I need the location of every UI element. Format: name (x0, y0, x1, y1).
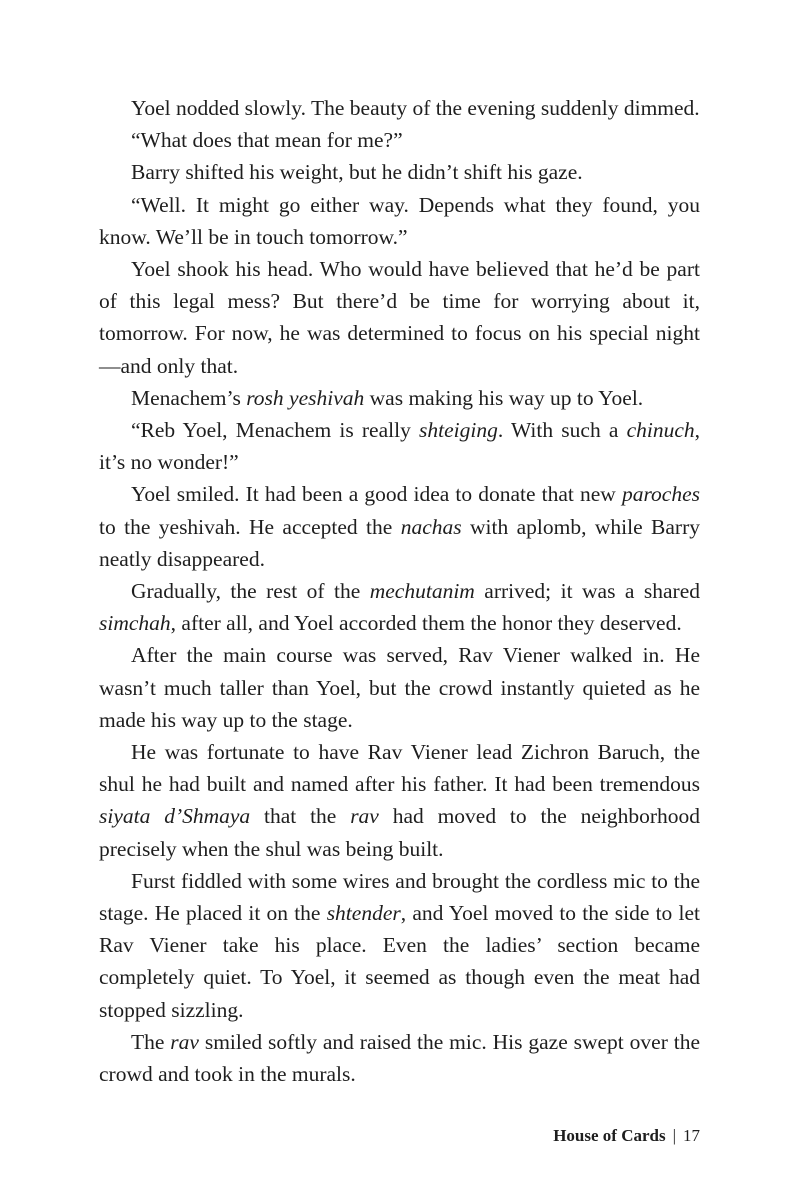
footer-separator: | (672, 1126, 676, 1145)
text-run: After the main course was served, Rav Viener walked in. He wasn’t much taller than Yoel, but the crowd instantly quieted as he made his way up to the stage. (99, 643, 700, 732)
text-run: had moved to the neighborhood precisely when the shul was being built. (99, 804, 700, 861)
italic-term: nachas (400, 514, 462, 539)
text-run: Menachem’s (131, 385, 247, 410)
text-run: He was fortunate to have Rav Viener lead Zichron Baruch, the shul he had built and named after his father. It had been tremendous (99, 740, 700, 797)
text-run: Yoel shook his head. Who would have believed that he’d be part of this legal mess? But there’d be time for worrying about it, tomorrow. For now, he was determined to focus on his special night—and only that. (99, 257, 700, 378)
text-run: Yoel smiled. It had been a good idea to donate that new (131, 482, 622, 507)
italic-term: mechutanim (369, 579, 475, 604)
italic-term: shteiging (419, 418, 498, 443)
paragraph (99, 1026, 700, 1090)
text-run: that the (250, 804, 351, 829)
text-run: to the yeshivah. He accepted the (99, 514, 401, 539)
paragraph (99, 189, 700, 253)
text-run: Furst fiddled with some wires and brought the cordless mic to the stage. He placed it on the (99, 868, 700, 926)
paragraph (99, 156, 700, 188)
paragraph (99, 382, 700, 414)
italic-term: shtender (326, 901, 401, 926)
page-number: 17 (683, 1126, 700, 1145)
paragraph (99, 414, 700, 478)
paragraph (99, 575, 700, 639)
italic-term: siyata d’Shmaya (99, 804, 251, 829)
text-run: Gradually, the rest of the (131, 579, 370, 604)
body-text (99, 92, 700, 1090)
running-footer (553, 1124, 700, 1148)
text-run: , it’s no wonder!” (99, 418, 700, 475)
text-run: was making his way up to Yoel. (364, 385, 644, 410)
text-run: . With such a (497, 418, 627, 443)
paragraph (99, 253, 700, 382)
text-run: Yoel nodded slowly. The beauty of the evening suddenly dimmed. (131, 96, 700, 120)
text-run: “Reb Yoel, Menachem is really (131, 418, 419, 443)
italic-term: rav (350, 804, 379, 829)
text-run: The (131, 1029, 171, 1054)
text-run: arrived; it was a shared (474, 579, 701, 604)
italic-term: paroches (621, 482, 700, 507)
text-run: with aplomb, while Barry neatly disappeared. (99, 514, 700, 571)
italic-term: rav (170, 1029, 199, 1054)
text-run: , after all, and Yoel accorded them the honor they deserved. (170, 611, 682, 636)
paragraph (99, 478, 700, 575)
text-run: “Well. It might go either way. Depends what they found, you know. We’ll be in touch tomorrow.” (99, 192, 700, 249)
italic-term: simchah (99, 611, 171, 636)
paragraph (99, 736, 700, 865)
text-run: “What does that mean for me?” (131, 128, 403, 153)
text-run: , and Yoel moved to the side to let Rav Viener take his place. Even the ladies’ section became completely quiet. To Yoel, it seemed as though even the meat had stopped sizzling. (99, 901, 700, 1022)
paragraph (99, 124, 700, 156)
paragraph (99, 865, 700, 1026)
text-run: smiled softly and raised the mic. His gaze swept over the crowd and took in the murals. (99, 1029, 700, 1087)
paragraph (99, 639, 700, 736)
italic-term: rosh yeshivah (246, 385, 365, 410)
italic-term: chinuch (626, 418, 695, 443)
paragraph (99, 92, 700, 124)
text-run: Barry shifted his weight, but he didn’t shift his gaze. (131, 160, 583, 185)
running-title: House of Cards (553, 1126, 666, 1145)
